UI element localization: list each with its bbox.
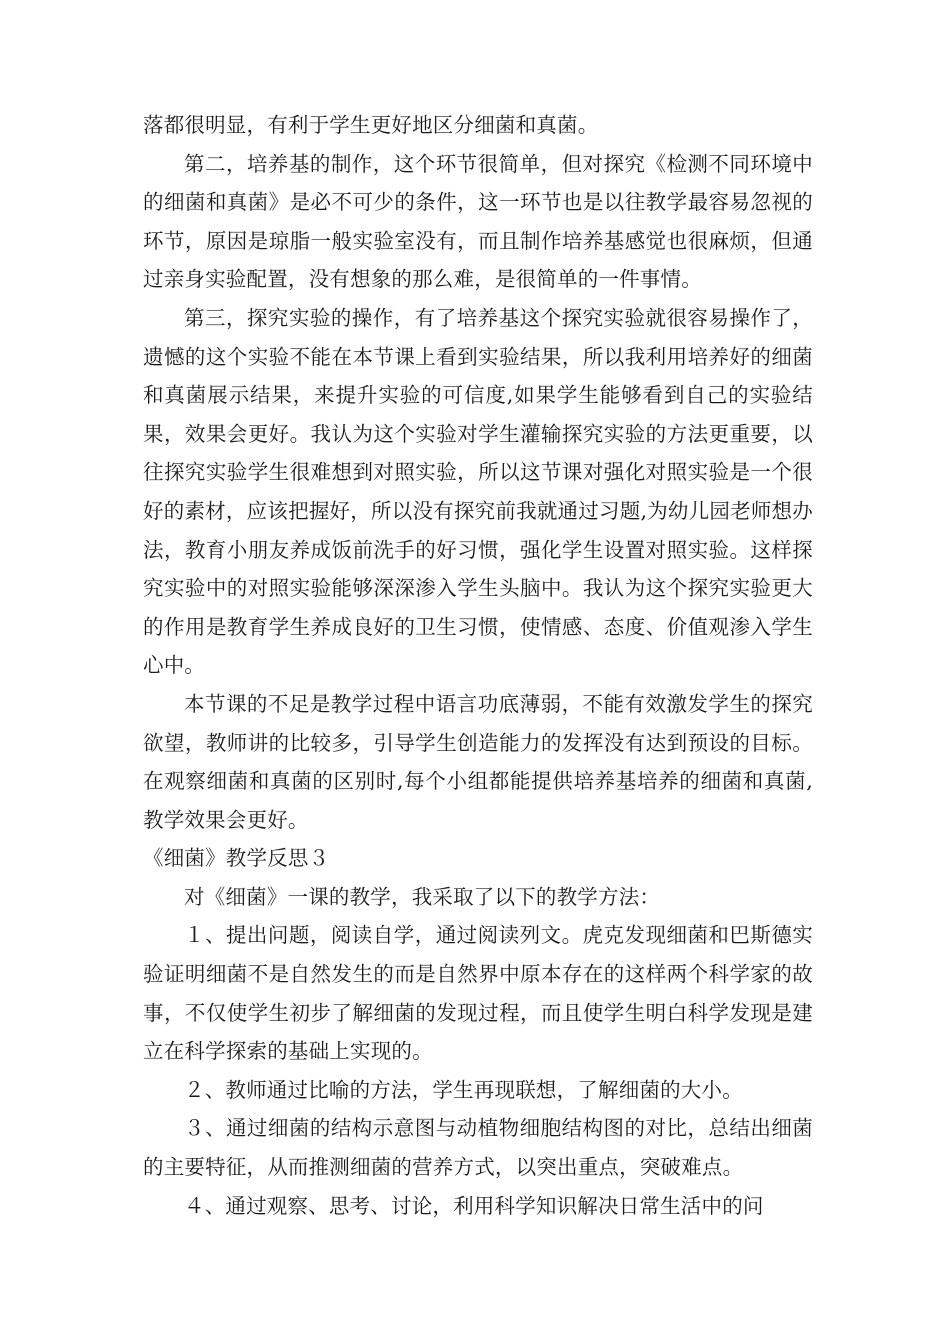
paragraph-method-1: １、提出问题，阅读自学，通过阅读列文。虎克发现细菌和巴斯德实验证明细菌不是自然发生的而是自然界中原本存在的这样两个科学家的故事，不仅使学生初步了解细菌的发现过程，而且使学生明白科学发现是建立在科学探索的基础上实现的。 <box>143 923 813 1064</box>
paragraph-method-2: ２、教师通过比喻的方法，学生再现联想，了解细菌的大小。 <box>184 1077 743 1102</box>
paragraph-continuation: 落都很明显，有利于学生更好地区分细菌和真菌。 <box>143 113 599 137</box>
paragraph-intro: 对《细菌》一课的教学，我采取了以下的教学方法： <box>184 884 661 909</box>
section-title: 《细菌》教学反思３ <box>143 846 330 871</box>
paragraph-second-point: 第二，培养基的制作，这个环节很简单，但对探究《检测不同环境中的细菌和真菌》是必不可少的条件，这一环节也是以往教学最容易忽视的环节，原因是琼脂一般实验室没有，而且制作培养基感觉也很麻烦，但通过亲身实验配置，没有想象的那么难，是很简单的一件事情。 <box>143 151 813 292</box>
paragraph-shortcomings: 本节课的不足是教学过程中语言功底薄弱，不能有效激发学生的探究欲望，教师讲的比较多，引导学生创造能力的发挥没有达到预设的目标。在观察细菌和真菌的区别时,每个小组都能提供培养基培养的细菌和真菌,教学效果会更好。 <box>143 691 813 832</box>
paragraph-method-4: ４、通过观察、思考、讨论，利用科学知识解决日常生活中的问 <box>184 1193 764 1218</box>
document-body <box>143 106 813 1225</box>
paragraph-third-point: 第三，探究实验的操作，有了培养基这个探究实验就很容易操作了，遗憾的这个实验不能在本节课上看到实验结果，所以我利用培养好的细菌和真菌展示结果，来提升实验的可信度,如果学生能够看到自己的实验结果，效果会更好。我认为这个实验对学生灌输探究实验的方法更重要，以往探究实验学生很难想到对照实验，所以这节课对强化对照实验是一个很好的素材，应该把握好，所以没有探究前我就通过习题,为幼儿园老师想办法，教育小朋友养成饭前洗手的好习惯，强化学生设置对照实验。这样探究实验中的对照实验能够深深渗入学生头脑中。我认为这个探究实验更大的作用是教育学生养成良好的卫生习惯，使情感、态度、价值观渗入学生心中。 <box>143 305 813 678</box>
paragraph-method-3: ３、通过细菌的结构示意图与动植物细胞结构图的对比，总结出细菌的主要特征，从而推测细菌的营养方式，以突出重点，突破难点。 <box>143 1116 813 1180</box>
